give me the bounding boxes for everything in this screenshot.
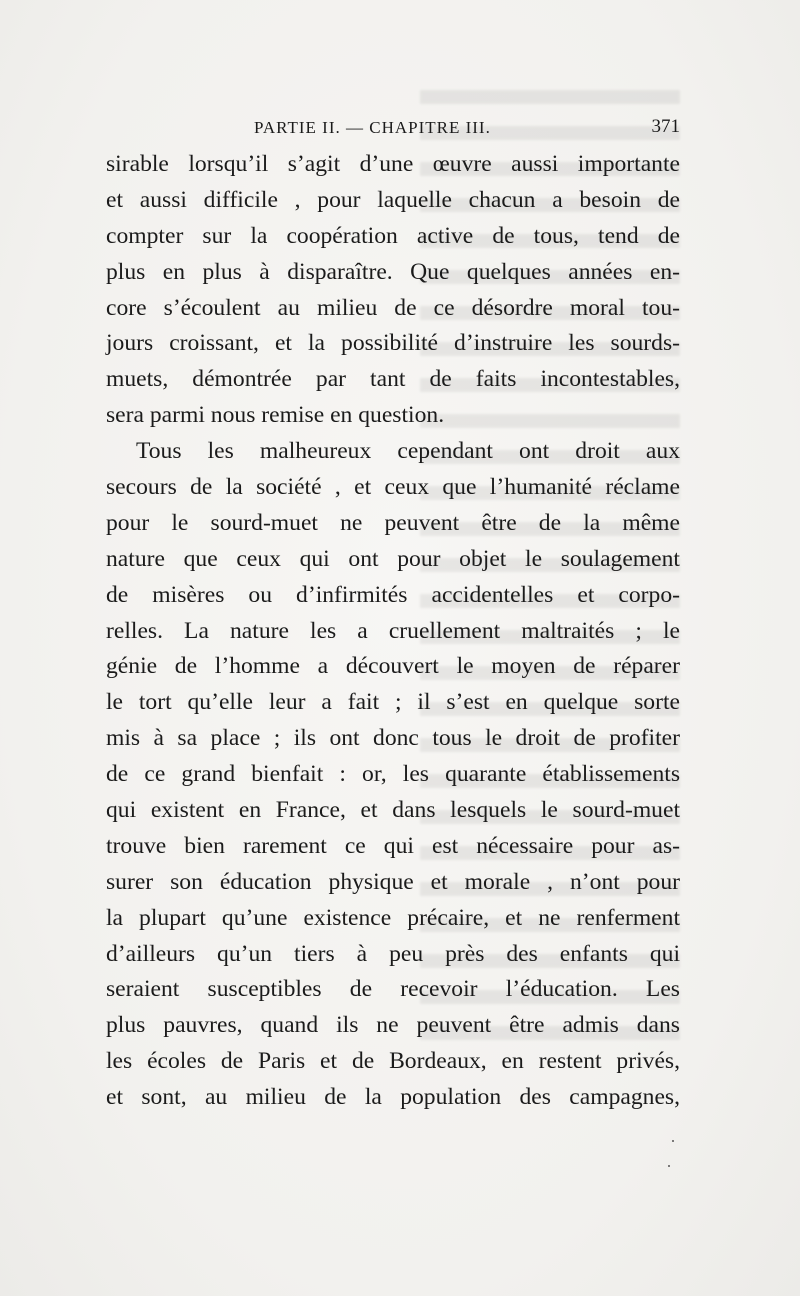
text-line: sera parmi nous remise en question. — [106, 402, 445, 429]
text-line: muets, démontrée par tant de faits incontestables, — [106, 366, 680, 393]
running-title: PARTIE II. — CHAPITRE III. — [254, 118, 491, 137]
text-line: les écoles de Paris et de Bordeaux, en restent privés, — [106, 1048, 680, 1075]
text-line: de misères ou d’infirmités accidentelles et corpo- — [106, 581, 680, 608]
text-line: pour le sourd-muet ne peuvent être de la même — [106, 509, 680, 536]
text-line: relles. La nature les a cruellement maltraités ; le — [106, 617, 680, 644]
body-text — [106, 147, 680, 1116]
text-line: surer son éducation physique et morale , n’ont pour — [106, 868, 680, 895]
page-number: 371 — [651, 116, 680, 137]
text-line: et sont, au milieu de la population des campagnes, — [106, 1084, 680, 1111]
text-line: seraient susceptibles de recevoir l’éducation. Les — [106, 976, 680, 1003]
text-line: plus pauvres, quand ils ne peuvent être admis dans — [106, 1012, 680, 1039]
text-line: la plupart qu’une existence précaire, et ne renferment — [106, 904, 680, 931]
text-line: génie de l’homme a découvert le moyen de réparer — [106, 653, 680, 680]
running-header — [106, 114, 680, 144]
text-line: le tort qu’elle leur a fait ; il s’est en quelque sorte — [106, 689, 680, 716]
text-line: et aussi difficile , pour laquelle chacun a besoin de — [106, 186, 680, 213]
text-line: d’ailleurs qu’un tiers à peu près des enfants qui — [106, 940, 680, 967]
text-line: sirable lorsqu’il s’agit d’une œuvre aussi importante — [106, 151, 680, 177]
text-line: secours de la société , et ceux que l’humanité réclame — [106, 474, 680, 501]
text-line: trouve bien rarement ce qui est nécessaire pour as- — [106, 832, 680, 859]
text-line: Tous les malheureux cependant ont droit aux — [136, 438, 680, 465]
text-line: de ce grand bienfait : or, les quarante établissements — [106, 761, 680, 788]
text-line: core s’écoulent au milieu de ce désordre moral tou- — [106, 294, 680, 321]
text-line: mis à sa place ; ils ont donc tous le droit de profiter — [106, 725, 680, 752]
text-line: nature que ceux qui ont pour objet le soulagement — [106, 545, 680, 572]
text-line: compter sur la coopération active de tous, tend de — [106, 222, 680, 249]
text-line: qui existent en France, et dans lesquels le sourd-muet — [106, 797, 680, 824]
text-line: jours croissant, et la possibilité d’instruire les sourds- — [106, 330, 680, 357]
paper-speck — [668, 1165, 670, 1167]
text-line: plus en plus à disparaître. Que quelques années en- — [106, 258, 680, 285]
paper-speck — [672, 1140, 674, 1142]
